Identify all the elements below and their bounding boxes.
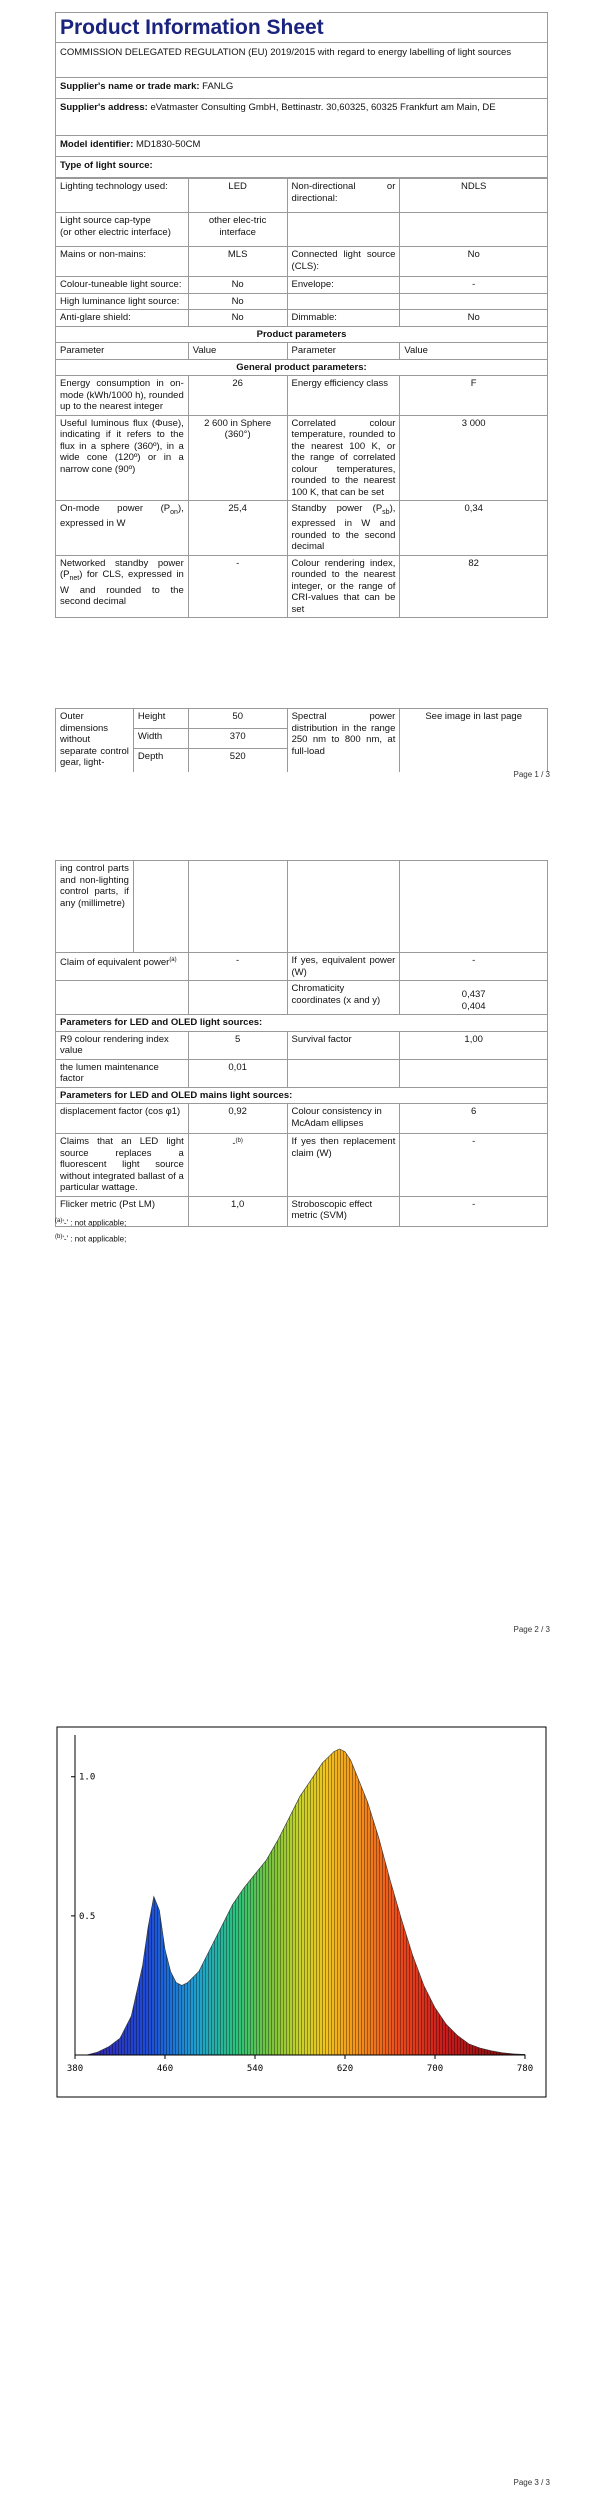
power-value: 25,4 [188,501,287,556]
survival-value: 1,00 [400,1031,548,1059]
strobo-value: - [400,1196,548,1226]
mains-value: MLS [188,247,287,277]
x-tick-label: 780 [516,2064,534,2074]
dims-depth-label: Depth [133,749,188,773]
flicker-label: Flicker metric (Pst LM) [56,1196,189,1226]
dims-depth-value: 520 [188,749,287,773]
lumen-value: 0,01 [188,1059,287,1087]
dimmable-value: No [400,310,548,327]
cri-value: 82 [400,555,548,618]
empty-cell [287,213,400,247]
lighting-tech-label: Lighting technology used: [56,179,189,213]
x-tick-label: 460 [156,2064,174,2074]
claims-value: -$^{(b)}$ [188,1134,287,1197]
col-header-param: Parameter [287,343,400,360]
y-tick-label: 0.5 [79,1911,96,1922]
page-number: Page 3 / 3 [513,2478,550,2487]
dims-label: Outer dimensions without separate control gear, light- [56,709,134,773]
flux-value: 2 600 in Sphere (360°) [188,415,287,501]
power-label: On-mode power $(P_{on})$, expressed in W [56,501,189,556]
chroma-y: 0,404 [461,1000,486,1012]
equiv-value: - [188,953,287,981]
chroma-x: 0,437 [461,989,486,1000]
empty-cell [400,213,548,247]
nondir-label: Non-directional or directional: [287,179,400,213]
footnote-b: $^{(b)}$'-' : not applicable; [55,1234,127,1244]
cap-label-line1: Light source cap-type [60,215,151,226]
x-tick-label: 620 [336,2064,354,2074]
page-number: Page 1 / 3 [513,770,550,779]
y-tick-label: 1.0 [79,1772,96,1783]
col-header-param: Parameter [56,343,189,360]
supplier-name-row [55,78,548,99]
survival-label: Survival factor [287,1031,400,1059]
high-lum-value: No [188,293,287,310]
consistency-value: 6 [400,1104,548,1134]
dims-height-label: Height [133,709,188,729]
params-section-title: Product parameters [56,326,548,343]
cap-label-line2: (or other electric interface) [60,226,171,238]
lighting-tech-value: LED [188,179,287,213]
page-number: Page 2 / 3 [513,1625,550,1634]
envelope-value: - [400,277,548,294]
supplier-address-value: eVatmaster Consulting GmbH, Bettinastr. 30,60325, 60325 Frankfurt am Main, DE [150,102,496,113]
model-value: MD1830-50CM [136,139,201,150]
colour-tune-label: Colour-tuneable light source: [56,277,189,294]
nondir-value: NDLS [400,179,548,213]
cct-value: 3 000 [400,415,548,501]
flux-label: Useful luminous flux (Φuse), indicating if it refers to the flux in a sphere (360º), in a wide cone (120º) or in a narrow cone (90º) [56,415,189,501]
page-2 [0,860,592,1660]
mains-params-title: Parameters for LED and OLED mains light sources: [56,1087,548,1104]
empty-cell [56,981,189,1015]
dims-width-value: 370 [188,729,287,749]
type-heading: Type of light source: [55,157,548,178]
eff-class-label: Energy efficiency class [287,376,400,416]
x-tick-label: 380 [66,2064,84,2074]
r9-label: R9 colour rendering index value [56,1031,189,1059]
x-tick-label: 700 [426,2064,444,2074]
net-standby-value: - [188,555,287,618]
chroma-label: Chromaticity coordinates (x and y) [287,981,400,1015]
strobo-label: Stroboscopic effect metric (SVM) [287,1196,400,1226]
supplier-address-row [55,99,548,136]
general-params-title: General product parameters: [56,359,548,376]
spectrum-chart [55,1725,548,2100]
empty-cell [133,861,188,953]
empty-cell [287,293,400,310]
antiglare-label: Anti-glare shield: [56,310,189,327]
mains-label: Mains or non-mains: [56,247,189,277]
envelope-label: Envelope: [287,277,400,294]
empty-cell [287,1059,400,1087]
model-label: Model identifier: [60,139,134,150]
supplier-name-value: FANLG [202,81,234,92]
net-standby-label: Networked standby power $(P_{net})$ for CLS, expressed in W and rounded to the second decimal [56,555,189,618]
empty-cell [400,861,548,953]
equiv-w-label: If yes, equivalent power (W) [287,953,400,981]
col-header-value: Value [188,343,287,360]
consistency-label: Colour consistency in McAdam ellipses [287,1104,400,1134]
antiglare-value: No [188,310,287,327]
supplier-address-label: Supplier's address: [60,102,148,113]
col-header-value: Value [400,343,548,360]
page-3 [0,1700,592,2510]
empty-cell [188,861,287,953]
replacement-value: - [400,1134,548,1197]
replacement-label: If yes then replacement claim (W) [287,1134,400,1197]
equiv-w-value: - [400,953,548,981]
dimensions-block-p1 [55,708,548,772]
r9-value: 5 [188,1031,287,1059]
empty-cell [287,861,400,953]
empty-cell [188,981,287,1015]
page-title: Product Information Sheet [55,12,548,42]
model-row [55,136,548,157]
dims-height-value: 50 [188,709,287,729]
standby-label: Standby power $(P_{sb})$, expressed in W and rounded to the second decimal [287,501,400,556]
dims-width-label: Width [133,729,188,749]
supplier-name-label: Supplier's name or trade mark: [60,81,200,92]
colour-tune-value: No [188,277,287,294]
energy-value: 26 [188,376,287,416]
empty-cell [400,1059,548,1087]
footnote-a: $^{(a)}$'-' : not applicable; [55,1218,127,1228]
cap-label [56,213,189,247]
spectrum-chart-svg [55,1725,548,2100]
regulation-text: COMMISSION DELEGATED REGULATION (EU) 2019/2015 with regard to energy labelling of light sources [55,42,548,78]
dimmable-label: Dimmable: [287,310,400,327]
cri-label: Colour rendering index, rounded to the nearest integer, or the range of CRI-values that can be set [287,555,400,618]
cls-label: Connected light source (CLS): [287,247,400,277]
cct-label: Correlated colour temperature, rounded to the nearest 100 K, or the range of correlated colour temperatures, rounded to the nearest 100 K, that can be set [287,415,400,501]
empty-cell [400,293,548,310]
page-1 [0,0,592,790]
high-lum-label: High luminance light source: [56,293,189,310]
x-tick-label: 540 [246,2064,264,2074]
led-params-title: Parameters for LED and OLED light sources: [56,1015,548,1032]
spd-label: Spectral power distribution in the range 250 nm to 800 nm, at full-load [287,709,400,773]
chroma-value [400,981,548,1015]
cls-value: No [400,247,548,277]
disp-value: 0,92 [188,1104,287,1134]
disp-label: displacement factor (cos φ1) [56,1104,189,1134]
claims-label: Claims that an LED light source replaces a fluorescent light source without integrated ballast of a particular wattage. [56,1134,189,1197]
lumen-label: the lumen maintenance factor [56,1059,189,1087]
eff-class-value: F [400,376,548,416]
standby-value: 0,34 [400,501,548,556]
equiv-label: Claim of equivalent power$^{(a)}$ [56,953,189,981]
light-source-type-table [55,178,548,618]
spd-value: See image in last page [400,709,548,773]
energy-label: Energy consumption in on-mode (kWh/1000 h), rounded up to the nearest integer [56,376,189,416]
cap-value: other elec-tric interface [188,213,287,247]
dims-label-continued: ing control parts and non-lighting control parts, if any (millimetre) [56,861,134,953]
params-continued-table [55,860,548,1227]
dimensions-table [55,708,548,772]
flicker-value: 1,0 [188,1196,287,1226]
